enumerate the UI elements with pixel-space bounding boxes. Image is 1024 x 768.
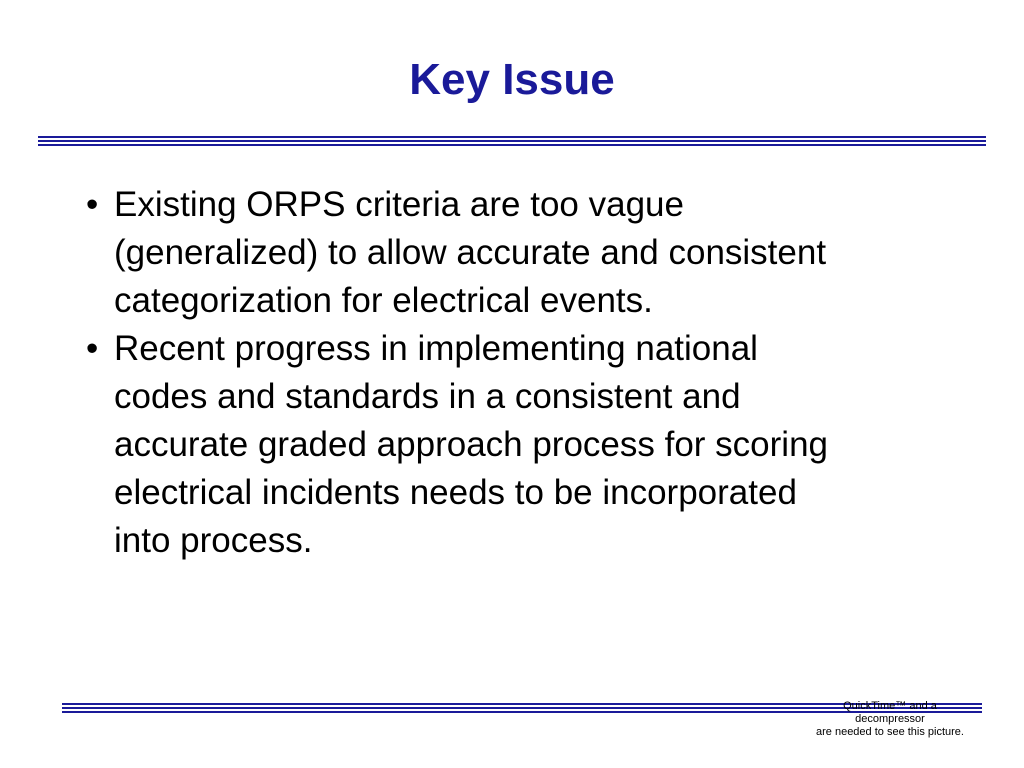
quicktime-placeholder-note bbox=[770, 700, 1010, 739]
bullet-item bbox=[84, 325, 954, 565]
bullet-list bbox=[84, 181, 954, 565]
bullet-line: accurate graded approach process for scoring bbox=[114, 425, 829, 464]
bullet-item bbox=[84, 181, 954, 325]
bullet-line: electrical incidents needs to be incorporated bbox=[114, 473, 797, 512]
placeholder-line: are needed to see this picture. bbox=[816, 726, 964, 738]
bullet-icon: • bbox=[86, 185, 99, 224]
bullet-line: categorization for electrical events. bbox=[114, 281, 653, 320]
bullet-line: Existing ORPS criteria are too vague bbox=[114, 185, 684, 224]
bullet-line: codes and standards in a consistent and bbox=[114, 377, 741, 416]
bullet-icon: • bbox=[86, 329, 99, 368]
bullet-line: into process. bbox=[114, 521, 313, 560]
placeholder-line: decompressor bbox=[855, 713, 925, 725]
placeholder-line: QuickTime™ and a bbox=[843, 700, 937, 712]
title-divider bbox=[38, 136, 986, 146]
bullet-line: (generalized) to allow accurate and consistent bbox=[114, 233, 827, 272]
slide-title: Key Issue bbox=[409, 55, 615, 104]
bullet-line: Recent progress in implementing national bbox=[114, 329, 758, 368]
